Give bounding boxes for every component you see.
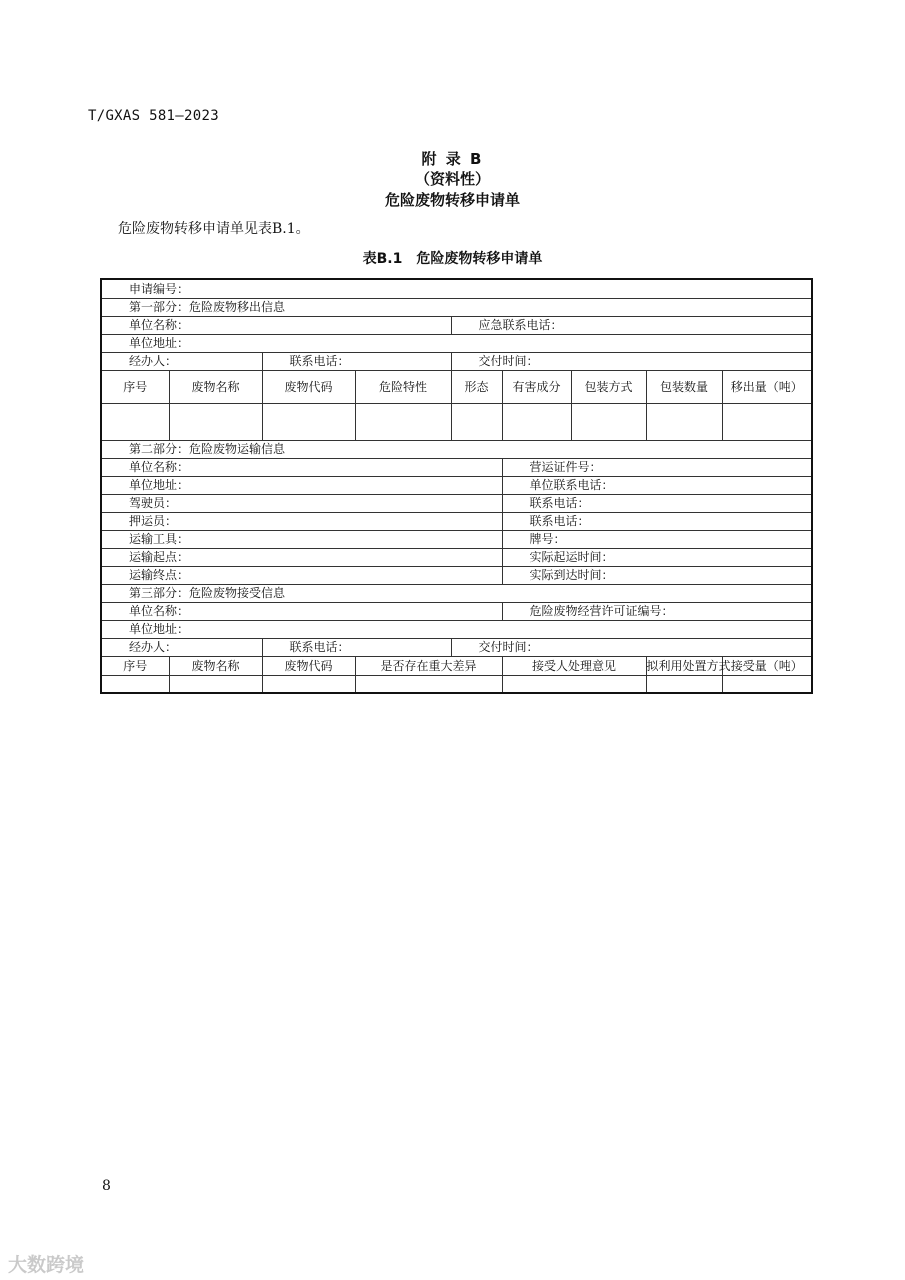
part3-license-no-field[interactable]: 危险废物经营许可证编号： xyxy=(502,603,812,621)
column-header: 有害成分 xyxy=(502,371,571,404)
part1-column-header-row xyxy=(101,371,812,404)
part2-left-field[interactable]: 运输终点： xyxy=(101,567,502,585)
part3-unit-name-field[interactable]: 单位名称： xyxy=(101,603,502,621)
table-cell[interactable] xyxy=(451,404,502,441)
part2-right-field[interactable]: 单位联系电话： xyxy=(502,477,812,495)
part3-heading: 第三部分：危险废物接受信息 xyxy=(101,585,812,603)
part2-left-field[interactable]: 驾驶员： xyxy=(101,495,502,513)
column-header: 是否存在重大差异 xyxy=(355,657,502,676)
part2-right-field[interactable]: 联系电话： xyxy=(502,513,812,531)
part2-left-field[interactable]: 单位地址： xyxy=(101,477,502,495)
column-header: 拟利用处置方式 xyxy=(646,657,722,676)
part2-heading: 第二部分：危险废物运输信息 xyxy=(101,441,812,459)
table-cell[interactable] xyxy=(646,404,722,441)
appendix-label: 附 录 B xyxy=(421,150,484,168)
column-header: 危险特性 xyxy=(355,371,451,404)
intro-paragraph: 危险废物转移申请单见表B.1。 xyxy=(118,221,310,237)
column-header: 形态 xyxy=(451,371,502,404)
table-cell[interactable] xyxy=(571,404,646,441)
appendix-nature: （资料性） xyxy=(414,170,490,188)
part1-heading: 第一部分：危险废物移出信息 xyxy=(101,299,812,317)
table-cell[interactable] xyxy=(169,676,262,694)
page-number: 8 xyxy=(102,1178,111,1194)
part2-left-field[interactable]: 运输起点： xyxy=(101,549,502,567)
part3-delivery-time-field[interactable]: 交付时间： xyxy=(451,639,812,657)
column-header: 移出量（吨） xyxy=(722,371,812,404)
part2-left-field[interactable]: 押运员： xyxy=(101,513,502,531)
part2-right-field[interactable]: 实际到达时间： xyxy=(502,567,812,585)
table-cell[interactable] xyxy=(355,404,451,441)
column-header: 包装数量 xyxy=(646,371,722,404)
table-cell[interactable] xyxy=(355,676,502,694)
document-code: T/GXAS 581—2023 xyxy=(88,108,219,124)
column-header: 包装方式 xyxy=(571,371,646,404)
table-caption: 表B.1 危险废物转移申请单 xyxy=(362,251,543,267)
part1-handler-field[interactable]: 经办人： xyxy=(101,353,262,371)
table-cell[interactable] xyxy=(262,404,355,441)
part2-left-field[interactable]: 单位名称： xyxy=(101,459,502,477)
table-cell[interactable] xyxy=(502,404,571,441)
column-header: 废物代码 xyxy=(262,657,355,676)
column-header: 废物名称 xyxy=(169,657,262,676)
column-header: 序号 xyxy=(101,371,169,404)
part1-data-row xyxy=(101,404,812,441)
part3-data-row xyxy=(101,676,812,694)
part2-right-field[interactable]: 实际起运时间： xyxy=(502,549,812,567)
part1-contact-phone-field[interactable]: 联系电话： xyxy=(262,353,451,371)
appendix-title: 危险废物转移申请单 xyxy=(384,191,520,209)
table-cell[interactable] xyxy=(262,676,355,694)
part3-contact-phone-field[interactable]: 联系电话： xyxy=(262,639,451,657)
watermark-logo: 大数跨境 xyxy=(8,1254,85,1276)
column-header: 废物名称 xyxy=(169,371,262,404)
part2-left-field[interactable]: 运输工具： xyxy=(101,531,502,549)
part2-right-field[interactable]: 联系电话： xyxy=(502,495,812,513)
table-cell[interactable] xyxy=(722,404,812,441)
part1-delivery-time-field[interactable]: 交付时间： xyxy=(451,353,812,371)
table-cell[interactable] xyxy=(722,676,812,694)
table-cell[interactable] xyxy=(169,404,262,441)
table-cell[interactable] xyxy=(646,676,722,694)
column-header: 序号 xyxy=(101,657,169,676)
part2-right-field[interactable]: 牌号： xyxy=(502,531,812,549)
part1-emergency-phone-field[interactable]: 应急联系电话： xyxy=(451,317,812,335)
application-no-field[interactable]: 申请编号： xyxy=(101,279,812,299)
column-header: 接受量（吨） xyxy=(722,657,812,676)
table-cell[interactable] xyxy=(502,676,646,694)
part1-unit-name-field[interactable]: 单位名称： xyxy=(101,317,451,335)
table-cell[interactable] xyxy=(101,676,169,694)
column-header: 废物代码 xyxy=(262,371,355,404)
part1-unit-address-field[interactable]: 单位地址： xyxy=(101,335,812,353)
table-cell[interactable] xyxy=(101,404,169,441)
part3-unit-address-field[interactable]: 单位地址： xyxy=(101,621,812,639)
part3-handler-field[interactable]: 经办人： xyxy=(101,639,262,657)
part3-column-header-row xyxy=(101,657,812,676)
transfer-application-table xyxy=(100,278,813,694)
column-header: 接受人处理意见 xyxy=(502,657,646,676)
part2-right-field[interactable]: 营运证件号： xyxy=(502,459,812,477)
